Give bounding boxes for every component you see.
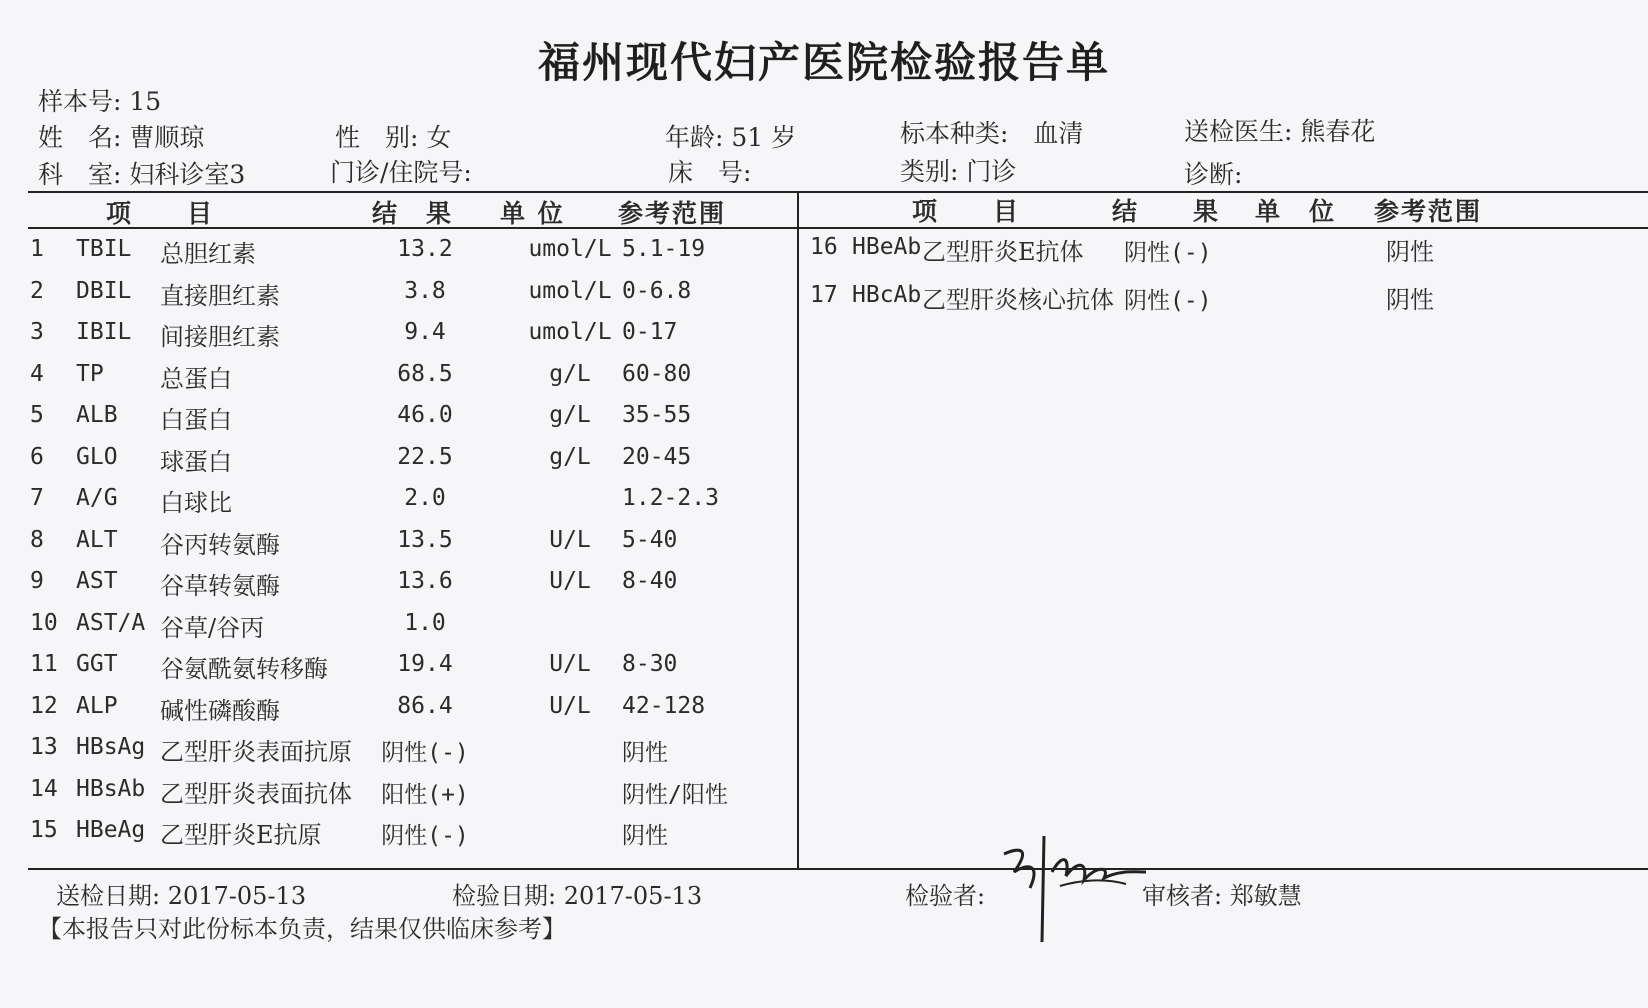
reference-range: 5.1-19 xyxy=(622,236,706,262)
row-number: 2 xyxy=(30,277,44,304)
referring-doctor: 送检医生: 熊春花 xyxy=(1184,117,1376,146)
test-name: 球蛋白 xyxy=(160,447,232,476)
test-result: 86.4 xyxy=(397,692,453,719)
row-number: 4 xyxy=(30,360,44,387)
test-result: 阴性(-) xyxy=(381,823,469,849)
test-result: 3.8 xyxy=(404,277,446,304)
col-unit-left: 单 位 xyxy=(500,199,565,228)
test-unit: g/L xyxy=(549,443,591,470)
row-number: 9 xyxy=(30,568,44,594)
test-result: 阳性(+) xyxy=(381,781,469,808)
test-unit: U/L xyxy=(549,526,591,553)
test-result: 阴性(-) xyxy=(1124,240,1212,266)
test-name: 碱性磷酸酶 xyxy=(160,696,280,725)
test-name: 白蛋白 xyxy=(160,406,232,434)
reference-range: 60-80 xyxy=(622,360,692,387)
row-number: 12 xyxy=(30,692,58,719)
disclaimer: 【本报告只对此份标本负责，结果仅供临床参考】 xyxy=(38,915,566,943)
col-item-right: 项 目 xyxy=(912,197,1021,226)
tester-label: 检验者: xyxy=(905,882,986,910)
test-unit: U/L xyxy=(549,692,591,719)
reference-range: 0-17 xyxy=(622,319,678,345)
test-code: TP xyxy=(76,360,104,387)
reference-range: 0-6.8 xyxy=(622,277,692,304)
col-result-left: 结 果 xyxy=(372,199,454,228)
col-item-left: 项 目 xyxy=(106,199,215,228)
sample-number: 样本号: 15 xyxy=(38,87,162,116)
row-number: 17 xyxy=(810,282,838,308)
reference-range: 5-40 xyxy=(622,526,678,553)
test-code: A/G xyxy=(76,485,118,511)
test-date: 检验日期: 2017-05-13 xyxy=(452,882,703,910)
test-name: 谷氨酰氨转移酶 xyxy=(160,655,328,683)
test-result: 13.2 xyxy=(397,236,453,262)
reference-range: 35-55 xyxy=(622,402,692,428)
col-ref-right: 参考范围 xyxy=(1374,197,1483,226)
test-result: 2.0 xyxy=(404,485,446,511)
row-number: 1 xyxy=(30,236,44,262)
test-name: 谷草/谷丙 xyxy=(160,613,265,642)
reference-range: 20-45 xyxy=(622,443,692,470)
test-name: 总蛋白 xyxy=(160,364,232,393)
test-unit: U/L xyxy=(549,568,591,594)
test-result: 19.4 xyxy=(397,651,453,677)
test-code: DBIL xyxy=(76,277,132,304)
col-result-right: 结 果 xyxy=(1112,197,1221,226)
reference-range: 阴性 xyxy=(622,740,668,766)
test-unit: umol/L xyxy=(528,236,612,262)
patient-gender: 性 别: 女 xyxy=(335,123,452,152)
reference-range: 8-40 xyxy=(622,568,678,594)
test-name: 间接胆红素 xyxy=(160,323,280,351)
test-name: 乙型肝炎表面抗体 xyxy=(160,779,352,808)
reviewer: 审核者: 郑敏慧 xyxy=(1142,882,1302,910)
test-code: GGT xyxy=(76,651,118,677)
col-unit-right: 单 位 xyxy=(1255,197,1337,226)
test-result: 13.5 xyxy=(397,526,453,553)
test-unit: U/L xyxy=(549,651,591,677)
table-bottom-border xyxy=(28,868,1648,870)
test-name: 谷草转氨酶 xyxy=(160,572,280,600)
test-name: 直接胆红素 xyxy=(160,281,280,310)
reference-range: 阴性 xyxy=(622,823,668,849)
diagnosis: 诊断: xyxy=(1184,160,1243,189)
row-number: 3 xyxy=(30,319,44,345)
test-code: TBIL xyxy=(76,236,132,262)
row-number: 6 xyxy=(30,443,44,470)
department: 科 室: 妇科诊室3 xyxy=(38,160,246,189)
test-code: HBcAb xyxy=(852,282,922,308)
row-number: 5 xyxy=(30,402,44,428)
send-date: 送检日期: 2017-05-13 xyxy=(56,882,307,910)
test-result: 阴性(-) xyxy=(1124,288,1212,314)
test-name: 谷丙转氨酶 xyxy=(160,530,280,559)
clinic-number: 门诊/住院号: xyxy=(330,158,472,187)
test-code: AST/A xyxy=(76,609,146,636)
test-result: 阴性(-) xyxy=(381,740,469,766)
test-name: 乙型肝炎核心抗体 xyxy=(922,286,1114,314)
test-unit: umol/L xyxy=(528,319,612,345)
visit-category: 类别: 门诊 xyxy=(900,157,1017,186)
reference-range: 8-30 xyxy=(622,651,678,677)
test-code: HBsAg xyxy=(76,734,146,760)
test-result: 68.5 xyxy=(397,360,453,387)
test-code: HBsAb xyxy=(76,775,146,802)
test-name: 乙型肝炎E抗原 xyxy=(160,821,322,849)
reference-range: 1.2-2.3 xyxy=(622,485,719,511)
reference-range: 阴性 xyxy=(1386,238,1434,266)
bed-number: 床 号: xyxy=(668,158,752,187)
patient-age: 年龄: 51 岁 xyxy=(665,123,797,152)
reference-range: 42-128 xyxy=(622,692,706,719)
test-name: 总胆红素 xyxy=(160,240,256,268)
reference-range: 阴性/阳性 xyxy=(622,781,728,808)
col-ref-left: 参考范围 xyxy=(618,199,727,228)
test-name: 乙型肝炎表面抗原 xyxy=(160,738,352,766)
test-result: 9.4 xyxy=(404,319,446,345)
row-number: 8 xyxy=(30,526,44,553)
row-number: 13 xyxy=(30,734,58,760)
specimen-type: 标本种类: 血清 xyxy=(900,119,1084,148)
test-unit: g/L xyxy=(549,402,591,428)
test-name: 白球比 xyxy=(160,489,232,517)
test-result: 22.5 xyxy=(397,443,453,470)
patient-name: 姓 名: 曹顺琼 xyxy=(38,123,205,152)
row-number: 14 xyxy=(30,775,58,802)
test-result: 46.0 xyxy=(397,402,453,428)
test-name: 乙型肝炎E抗体 xyxy=(922,238,1084,266)
test-code: IBIL xyxy=(76,319,132,345)
test-code: GLO xyxy=(76,443,118,470)
table-divider xyxy=(797,191,799,869)
row-number: 11 xyxy=(30,651,58,677)
test-result: 13.6 xyxy=(397,568,453,594)
test-code: AST xyxy=(76,568,118,594)
test-code: HBeAb xyxy=(852,234,922,260)
test-code: ALT xyxy=(76,526,118,553)
tester-signature xyxy=(1000,832,1150,944)
reference-range: 阴性 xyxy=(1386,286,1434,314)
test-code: HBeAg xyxy=(76,817,146,843)
test-unit: g/L xyxy=(549,360,591,387)
row-number: 7 xyxy=(30,485,44,511)
row-number: 10 xyxy=(30,609,58,636)
test-code: ALB xyxy=(76,402,118,428)
report-title: 福州现代妇产医院检验报告单 xyxy=(537,38,1110,87)
test-result: 1.0 xyxy=(404,609,446,636)
row-number: 16 xyxy=(810,234,838,260)
test-unit: umol/L xyxy=(528,277,612,304)
test-code: ALP xyxy=(76,692,118,719)
row-number: 15 xyxy=(30,817,58,843)
